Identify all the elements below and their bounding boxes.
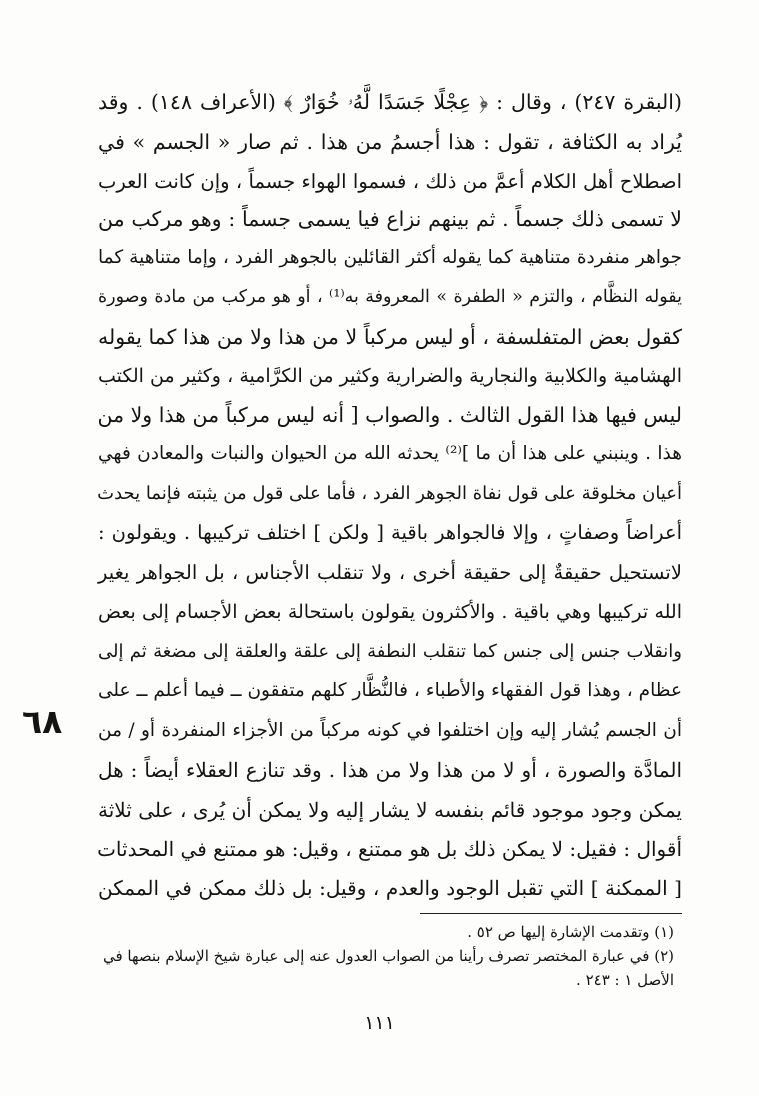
body-line: يقوله النظَّام ، والتزم « الطفرة » المعروفة به⁽¹⁾ ، أو هو مركب من مادة وصورة [98,287,682,307]
margin-page-marker: ٦٨ [22,702,63,741]
body-line: أعيان مخلوقة على قول نفاة الجوهر الفرد ، فأما على قول من يثبته فإنما يحدث [97,483,682,504]
body-line: وانقلاب جنس إلى جنس كما تنقلب النطفة إلى علقة والعلقة إلى مضغة ثم إلى [98,641,682,662]
body-line: اصطلاح أهل الكلام أعمَّ من ذلك ، فسموا الهواء جسماً ، وإن كانت العرب [98,170,682,193]
footnote-divider [420,913,682,914]
body-line: هذا . وينبني على هذا أن ما ]⁽²⁾ يحدثه الله من الحيوان والنبات والمعادن فهي [98,443,682,464]
body-line: أن الجسم يُشار إليه وإن اختلفوا في كونه مركباً من الأجزاء المنفردة أو / من [98,720,682,741]
footnote: (٢) في عبارة المختصر تصرف رأينا من الصواب العدول عنه إلى عبارة شيخ الإسلام بنصها في [102,947,674,965]
body-line: لا تسمى ذلك جسماً . ثم بينهم نزاع فيا يسمى جسماً : وهو مركب من [98,207,682,231]
body-line: الهشامية والكلابية والنجارية والضرارية وكثير من الكرَّامية ، وكثير من الكتب [98,365,682,387]
body-line: أعراضاً وصفاتٍ ، وإلا فالجواهر باقية [ ولكن ] اختلف تركيبها . ويقولون : [98,521,682,544]
body-line: يمكن وجود موجود قائم بنفسه لا يشار إليه ولا يمكن أن يُرى ، على ثلاثة [98,798,682,822]
body-line: جواهر منفردة متناهية كما يقوله أكثر القائلين بالجوهر الفرد ، وإما متناهية كما [98,247,682,268]
body-line: المادَّة والصورة ، أو لا من هذا ولا من هذا . وقد تنازع العقلاء أيضاً : هل [98,758,682,782]
body-line: عظام ، وهذا قول الفقهاء والأطباء ، فالنُّظَّار كلهم متفقون ــ فيما أعلم ــ على [98,680,682,701]
footnote: (١) وتقدمت الإشارة إليها ص ٥٢ . [467,923,674,941]
body-line: [ الممكنة ] التي تقبل الوجود والعدم ، وقيل: بل ذلك ممكن في الممكن [98,876,682,900]
body-line: الله تركيبها وهي باقية . والأكثرون يقولون باستحالة بعض الأجسام إلى بعض [98,601,682,623]
body-line: ليس فيها هذا القول الثالث . والصواب [ أنه ليس مركباً من هذا ولا من [97,403,682,427]
body-line: لاتستحيل حقيقةٌ إلى حقيقة أخرى ، ولا تنقلب الأجناس ، بل الجواهر يغير [98,561,682,584]
body-line: (البقرة ٢٤٧) ، وقال : ﴿ عِجْلًا جَسَدًا لَّهُۥ خُوَارٌ ﴾ (الأعراف ١٤٨) . وقد [98,90,682,114]
body-line: كقول بعض المتفلسفة ، أو ليس مركباً لا من هذا ولا من هذا كما يقوله [98,325,682,349]
footnote: الأصل ١ : ٢٤٣ . [576,971,674,989]
page-number: ١١١ [364,1012,395,1034]
body-line: أقوال : فقيل: لا يمكن ذلك بل هو ممتنع ، وقيل: هو ممتنع في المحدثات [97,837,682,861]
body-line: يُراد به الكثافة ، تقول : هذا أجسمُ من هذا . ثم صار « الجسم » في [98,130,682,154]
